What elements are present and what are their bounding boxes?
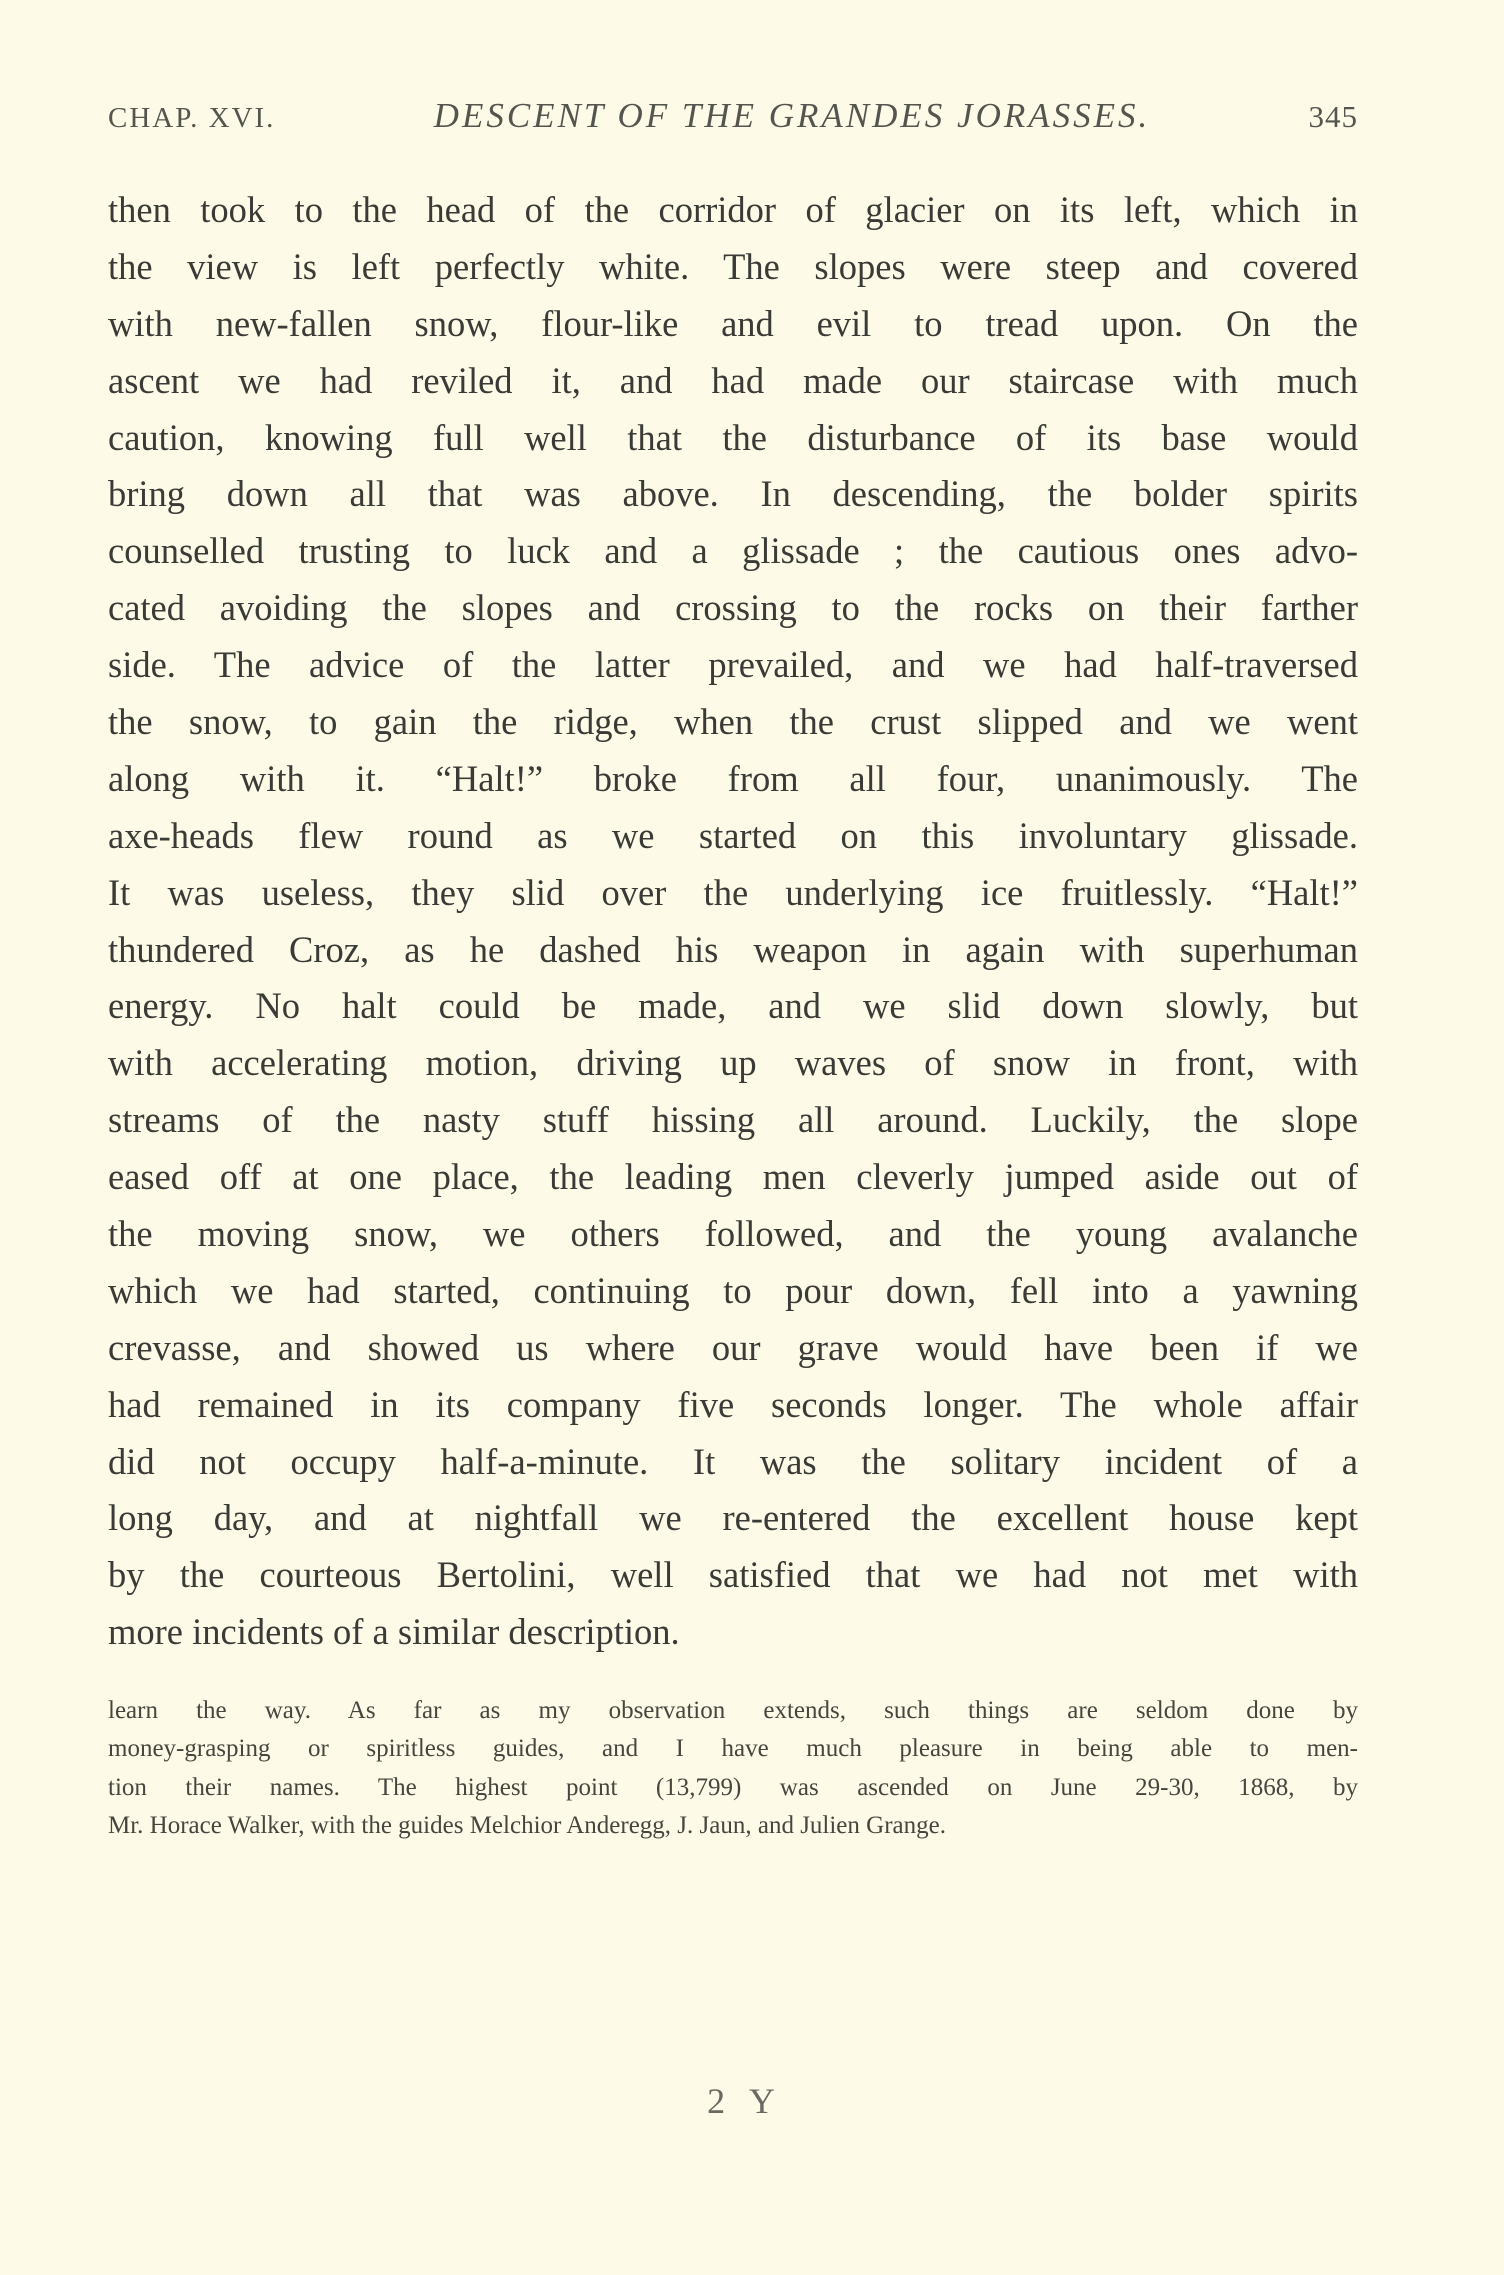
body-line: more incidents of a similar description. [108,1611,680,1653]
body-line: had remained in its company five seconds longer. The whole affair [108,1383,1358,1425]
footnote-line: learn the way. As far as my observation extends, such things are seldom done by [108,1697,1358,1724]
body-line: the snow, to gain the ridge, when the crust slipped and we went [108,701,1358,743]
body-line: with new-fallen snow, flour-like and evil to tread upon. On the [108,302,1358,344]
body-text [108,182,1358,1661]
running-header [108,96,1358,146]
body-line: counselled trusting to luck and a glissade ; the cautious ones advo- [108,530,1358,572]
footnote-line: money-grasping or spiritless guides, and I have much pleasure in being able to men- [108,1735,1358,1763]
footnote-line: tion their names. The highest point (13,799) was ascended on June 29-30, 1868, by [108,1773,1358,1801]
body-line: bring down all that was above. In descending, the bolder spirits [108,473,1358,515]
body-line: then took to the head of the corridor of glacier on its left, which in [108,189,1358,230]
body-line: by the courteous Bertolini, well satisfied that we had not met with [108,1554,1358,1596]
chapter-label: CHAP. XVI. [108,102,276,134]
body-line: ascent we had reviled it, and had made our staircase with much [108,359,1358,401]
body-line: caution, knowing full well that the disturbance of its base would [108,416,1358,458]
body-line: long day, and at nightfall we re-entered the excellent house kept [108,1497,1358,1539]
body-line: the moving snow, we others followed, and the young avalanche [108,1213,1358,1255]
body-line: with accelerating motion, driving up waves of snow in front, with [108,1042,1358,1084]
body-line: It was useless, they slid over the underlying ice fruitlessly. “Halt!” [108,871,1358,913]
body-line: streams of the nasty stuff hissing all around. Luckily, the slope [108,1099,1358,1141]
body-line: along with it. “Halt!” broke from all four, unanimously. The [108,757,1358,799]
body-line: which we had started, continuing to pour down, fell into a yawning [108,1269,1358,1311]
body-line: cated avoiding the slopes and crossing to the rocks on their farther [108,587,1358,629]
body-line: side. The advice of the latter prevailed, and we had half-traversed [108,644,1358,686]
body-line: axe-heads flew round as we started on this involuntary glissade. [108,814,1358,856]
signature-mark: 2 Y [707,2081,783,2121]
body-line: crevasse, and showed us where our grave would have been if we [108,1326,1358,1368]
body-line: energy. No halt could be made, and we slid down slowly, but [108,985,1358,1027]
running-title: DESCENT OF THE GRANDES JORASSES. [433,96,1151,135]
body-line: did not occupy half-a-minute. It was the solitary incident of a [108,1440,1358,1482]
footnote-line: Mr. Horace Walker, with the guides Melchior Anderegg, J. Jaun, and Julien Grange. [108,1811,946,1839]
page-number: 345 [1308,99,1358,134]
body-line: the view is left perfectly white. The slopes were steep and covered [108,245,1358,287]
footnote [108,1692,1358,1845]
body-line: thundered Croz, as he dashed his weapon in again with superhuman [108,928,1358,970]
body-line: eased off at one place, the leading men cleverly jumped aside out of [108,1156,1358,1198]
